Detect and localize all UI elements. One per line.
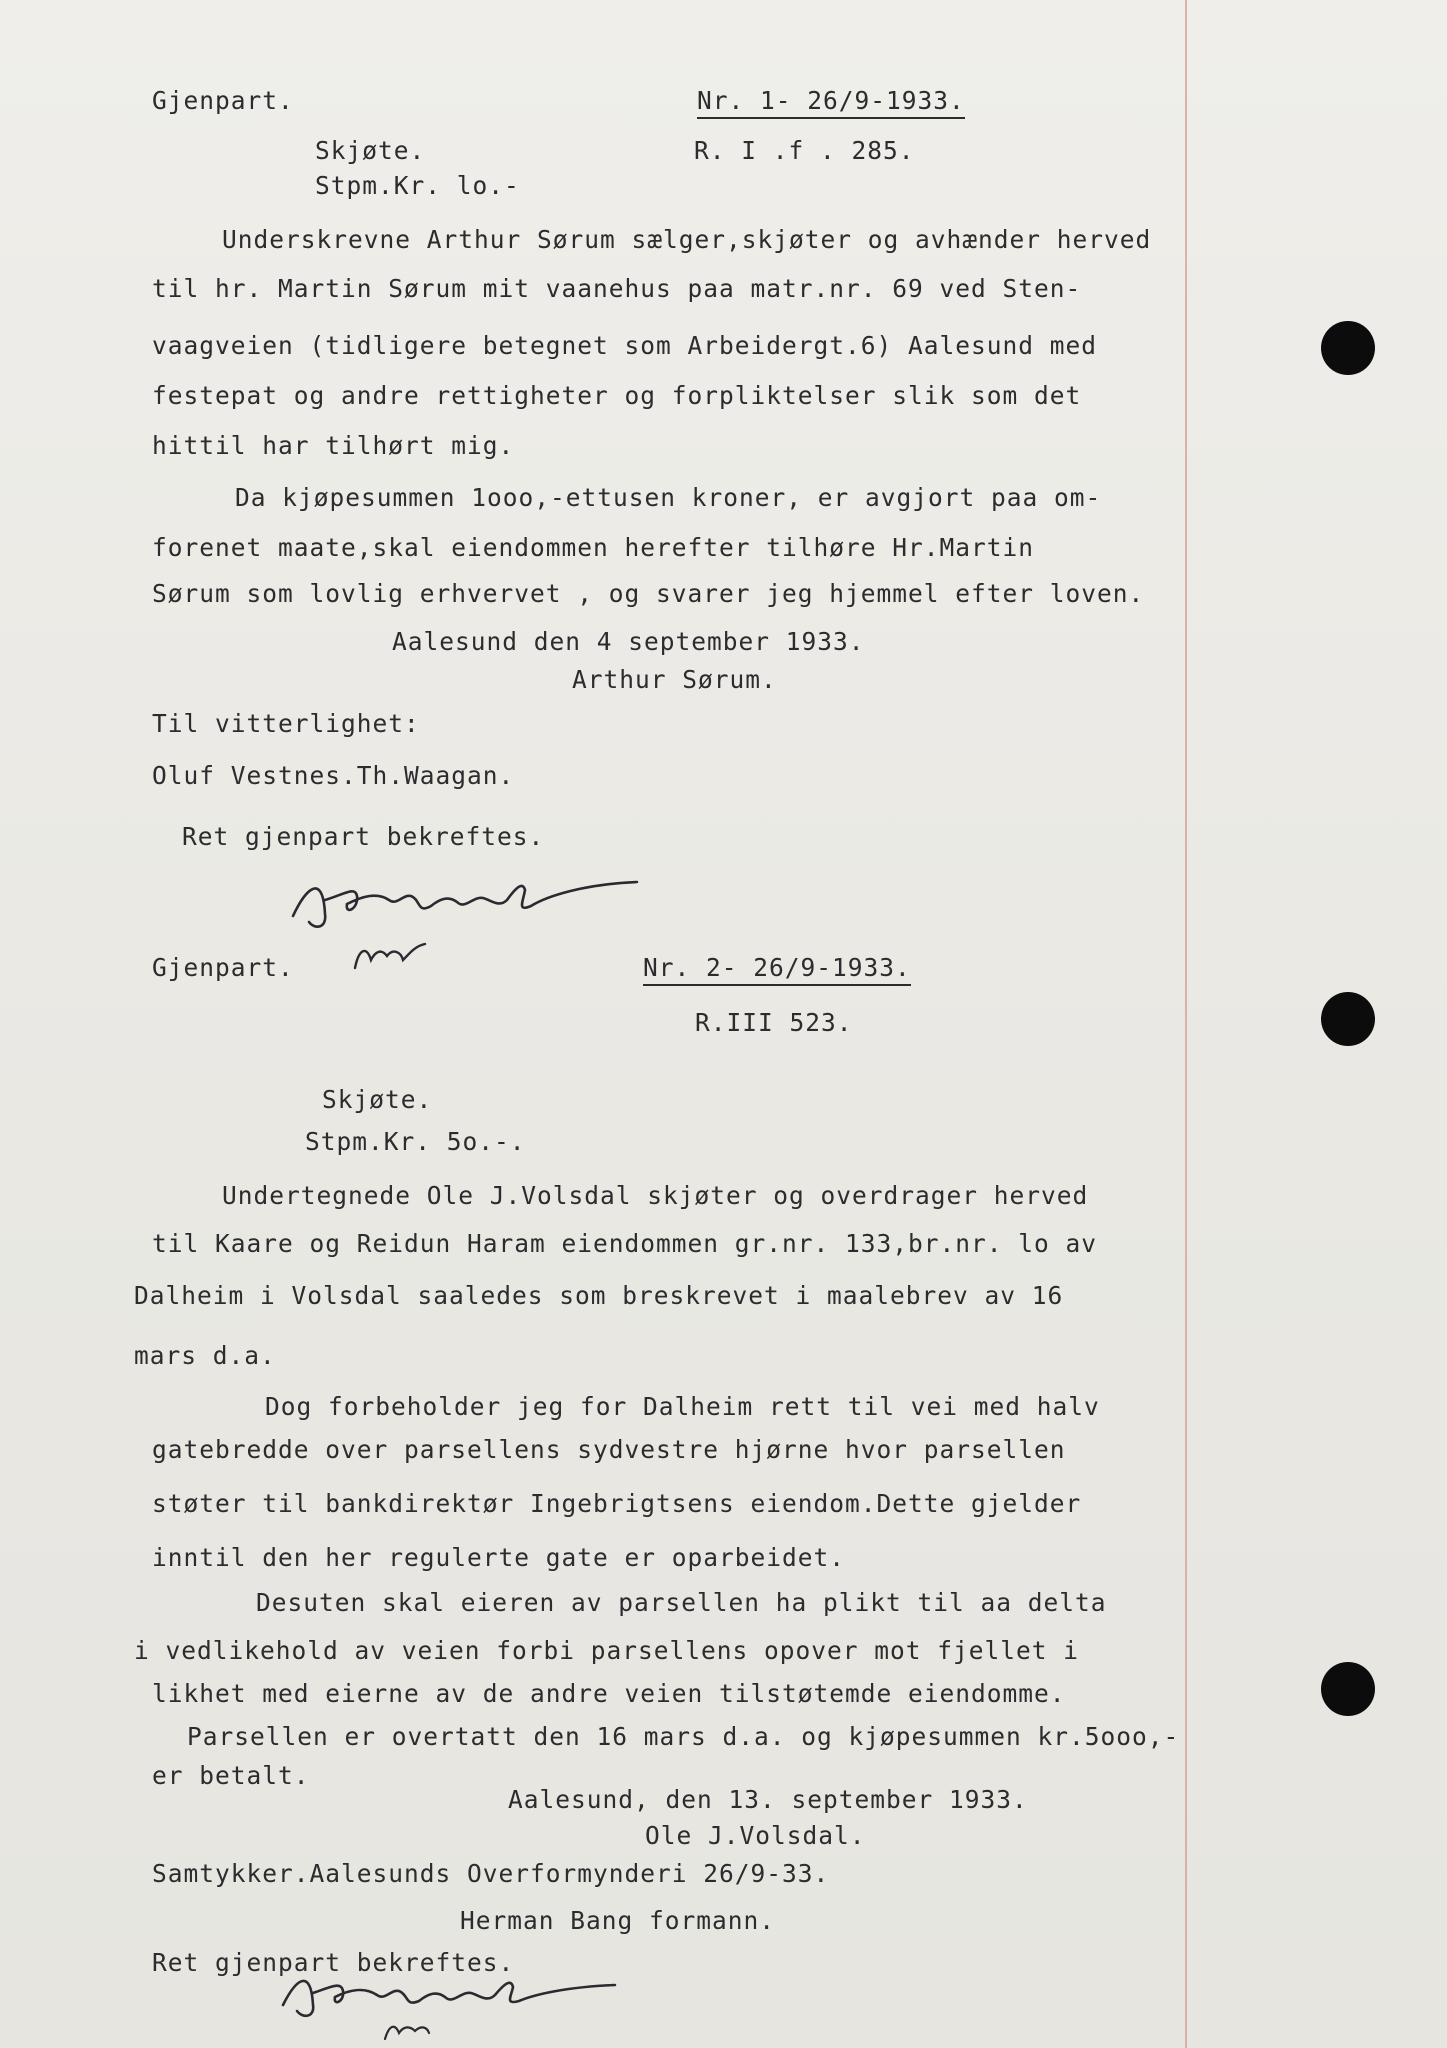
margin-rule — [1185, 0, 1187, 2048]
body-line: vaagveien (tidligere betegnet som Arbeidergt.6) Aalesund med — [152, 331, 1098, 360]
punch-hole-icon — [1321, 1662, 1375, 1716]
witness-label: Til vitterlighet: — [152, 709, 420, 738]
body-line: er betalt. — [152, 1761, 310, 1790]
witnesses: Oluf Vestnes.Th.Waagan. — [152, 761, 515, 790]
body-line: Undertegnede Ole J.Volsdal skjøter og overdrager herved — [222, 1181, 1089, 1210]
doc-type: Skjøte. — [322, 1085, 433, 1114]
handwritten-signature — [285, 856, 645, 976]
punch-hole-icon — [1321, 992, 1375, 1046]
entry-number: Nr. 1- 26/9-1933. — [697, 86, 965, 119]
entry-number: Nr. 2- 26/9-1933. — [643, 953, 911, 986]
body-line: gatebredde over parsellens sydvestre hjørne hvor parsellen — [152, 1435, 1066, 1464]
punch-hole-icon — [1321, 321, 1375, 375]
body-line: hittil har tilhørt mig. — [152, 431, 515, 460]
certified-copy: Ret gjenpart bekreftes. — [152, 1948, 515, 1977]
consent-note: Samtykker.Aalesunds Overformynderi 26/9-33. — [152, 1859, 830, 1888]
copy-label: Gjenpart. — [152, 86, 294, 115]
place-date: Aalesund den 4 september 1933. — [392, 627, 865, 656]
body-line: Desuten skal eieren av parsellen ha plikt til aa delta — [256, 1588, 1107, 1617]
body-line: Underskrevne Arthur Sørum sælger,skjøter og avhænder herved — [222, 225, 1152, 254]
certified-copy: Ret gjenpart bekreftes. — [182, 822, 545, 851]
body-line: Sørum som lovlig erhvervet , og svarer jeg hjemmel efter loven. — [152, 579, 1145, 608]
body-line: til Kaare og Reidun Haram eiendommen gr.nr. 133,br.nr. lo av — [152, 1229, 1098, 1258]
body-line: mars d.a. — [134, 1341, 276, 1370]
stamp-duty: Stpm.Kr. 5o.-. — [305, 1127, 526, 1156]
signature-name: Ole J.Volsdal. — [645, 1821, 866, 1850]
body-line: Dalheim i Volsdal saaledes som breskrevet i maalebrev av 16 — [134, 1281, 1064, 1310]
stamp-duty: Stpm.Kr. lo.- — [315, 171, 520, 200]
copy-label: Gjenpart. — [152, 953, 294, 982]
register-ref: R.III 523. — [695, 1008, 853, 1037]
signature-name: Arthur Sørum. — [572, 665, 777, 694]
body-line: støter til bankdirektør Ingebrigtsens eiendom.Dette gjelder — [152, 1489, 1082, 1518]
doc-type: Skjøte. — [315, 136, 426, 165]
body-line: forenet maate,skal eiendommen herefter tilhøre Hr.Martin — [152, 533, 1035, 562]
register-ref: R. I .f . 285. — [694, 136, 915, 165]
body-line: Da kjøpesummen 1ooo,-ettusen kroner, er avgjort paa om- — [235, 483, 1102, 512]
body-line: i vedlikehold av veien forbi parsellens opover mot fjellet i — [134, 1636, 1080, 1665]
body-line: likhet med eierne av de andre veien tilstøtemde eiendomme. — [152, 1679, 1066, 1708]
body-line: til hr. Martin Sørum mit vaanehus paa matr.nr. 69 ved Sten- — [152, 274, 1082, 303]
consent-signature: Herman Bang formann. — [460, 1906, 776, 1935]
body-line: Parsellen er overtatt den 16 mars d.a. og kjøpesummen kr.5ooo,- — [187, 1722, 1180, 1751]
body-line: inntil den her regulerte gate er oparbeidet. — [152, 1543, 846, 1572]
body-line: Dog forbeholder jeg for Dalheim rett til vei med halv — [265, 1392, 1100, 1421]
handwritten-signature — [275, 1955, 635, 2045]
place-date: Aalesund, den 13. september 1933. — [508, 1785, 1028, 1814]
body-line: festepat og andre rettigheter og forpliktelser slik som det — [152, 381, 1082, 410]
